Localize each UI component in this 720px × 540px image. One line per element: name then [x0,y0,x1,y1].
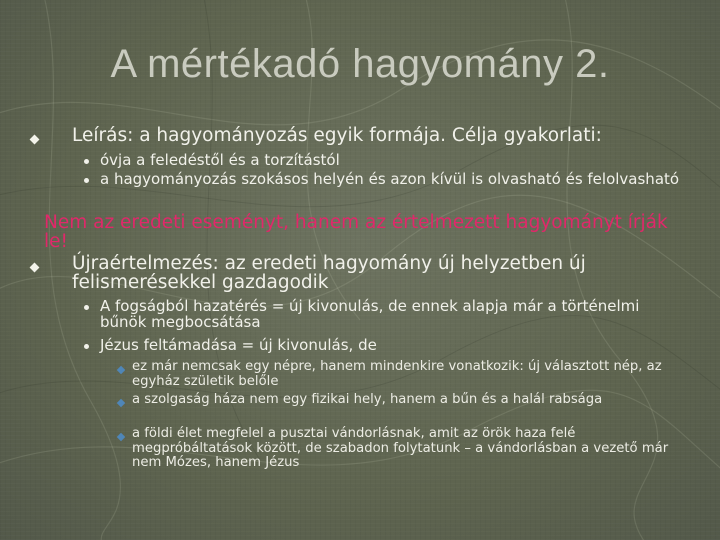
sub-item-preservation: óvja a feledéstől és a torzítástól [100,151,340,169]
sub-item-return-from-exile: A fogságból hazatérés = új kivonulás, de ennek alapja már a történelmi bűnök megbocsátása [100,297,640,331]
sub-sub-item-house-of-slavery: a szolgaság háza nem egy fizikai hely, hanem a bűn és a halál rabsága [132,392,603,407]
highlight-statement [44,213,684,251]
bullet-diamond-icon [30,263,40,273]
slide-title: A mértékadó hagyomány 2. [110,42,610,86]
bullet-dot-icon [84,344,89,349]
bullet-diamond-icon [117,366,125,374]
bullet-dot-icon [84,178,89,183]
sub-sub-item-new-people: ez már nemcsak egy népre, hanem mindenkire vonatkozik: új választott nép, az egyház születik belőle [132,359,662,389]
bullet-dot-icon [84,305,89,310]
bullet-item-description: Leírás: a hagyományozás egyik formája. Célja gyakorlati: [72,125,602,146]
bullet-diamond-icon [117,399,125,407]
bullet-item-reinterpretation: Újraértelmezés: az eredeti hagyomány új helyzetben új felismerésekkel gazdagodik [72,253,586,293]
bullet-diamond-icon [117,433,125,441]
highlight-text: Nem az eredeti eseményt, hanem az értelmezett hagyományt írják le! [44,212,668,252]
sub-item-readability: a hagyományozás szokásos helyén és azon kívül is olvasható és felolvasható [100,170,680,188]
sub-item-resurrection: Jézus feltámadása = új kivonulás, de [100,336,377,354]
bullet-dot-icon [84,159,89,164]
bullet-diamond-icon [30,135,40,145]
sub-sub-item-wandering: a földi élet megfelel a pusztai vándorlásnak, amit az örök haza felé megpróbáltatások között, de szabadon folytatunk – a vándorlásban a vezető már nem Mózes, hanem Jézus [132,426,669,470]
